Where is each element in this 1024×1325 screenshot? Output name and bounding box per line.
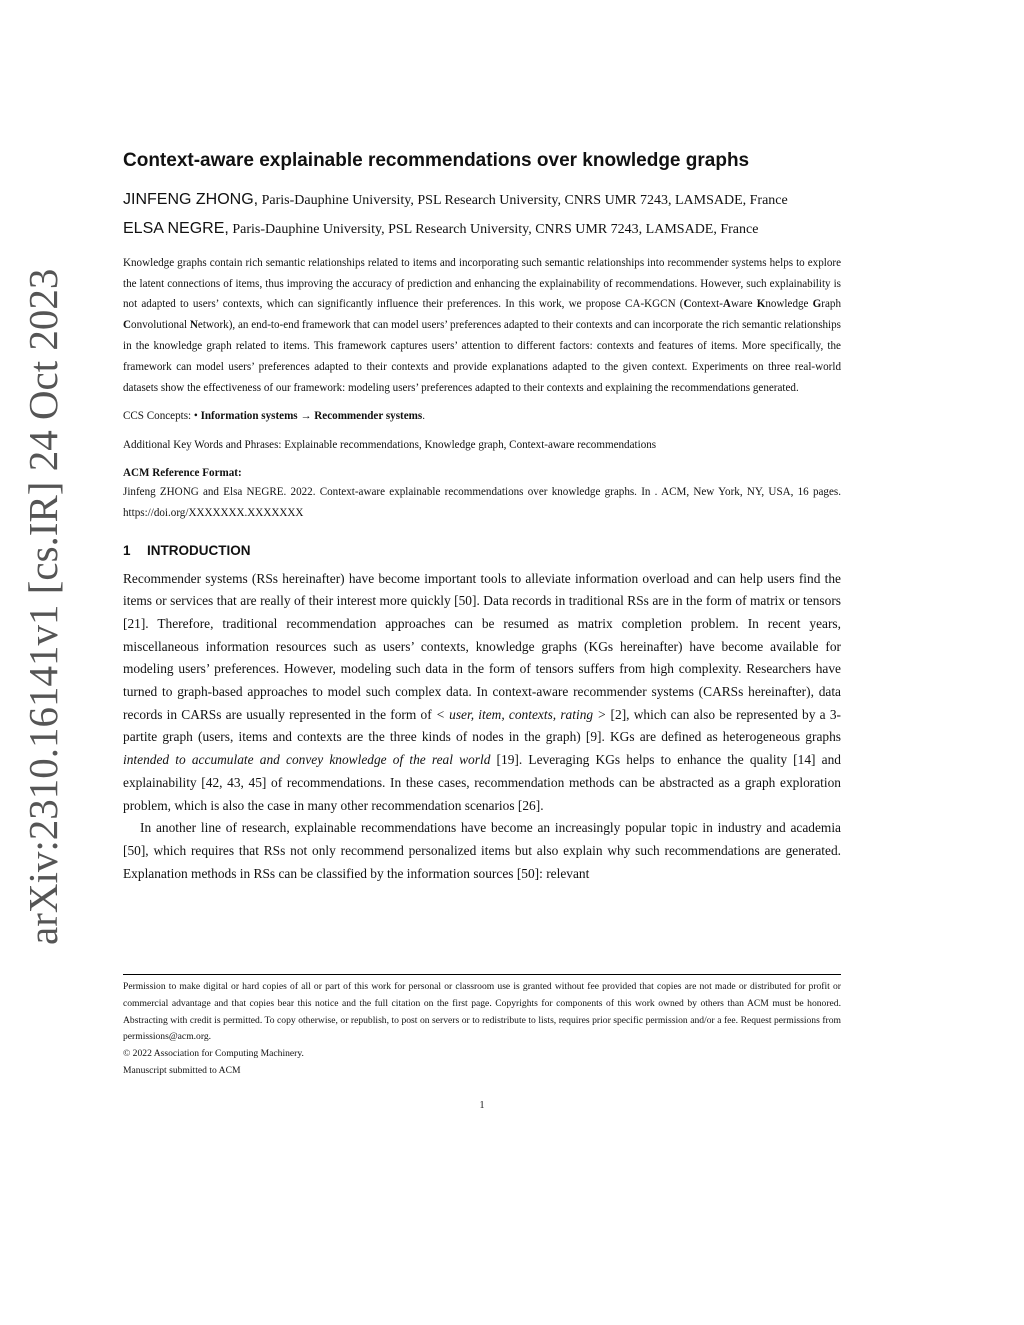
paragraph-text: [2], which can also be represented by a 3-partite graph (users, items and contexts are the three kinds of nodes in the graph) [9]. KGs are defined as heterogeneous graphs [123,706,841,745]
permission-footnote: Permission to make digital or hard copies of all or part of this work for personal or classroom use is granted without fee provided that copies are not made or distributed for profit or commercial advantage and that copies bear this notice and the full citation on the first page. Copyrights for components of this work owned by others than ACM must be honored. Abstracting with credit is permitted. To copy otherwise, or republish, to post on servers or to redistribute to lists, requires prior specific permission and/or a fee. Request permissions from permissions@acm.org. [123,981,841,1043]
ccs-bullet: • [193,410,201,423]
abstract-text: Knowledge graphs contain rich semantic relationships related to items and incorporating such semantic relationships into recommender systems helps to explore the latent connections of items, thus improving the accuracy of prediction and enhancing the explainability of recommendations. However, such explainability is not adapted to users’ contexts, which can significantly influence their preferences. In this work, we propose CA-KGCN ( [123,256,841,311]
abstract [123,253,841,399]
abstract-text: ), an end-to-end framework that can model users’ preferences adapted to their contexts and can incorporate the rich semantic relationships in the knowledge graph related to items. This framework captures users’ attention to different factors: contexts and features of items. More specifically, the framework can model users’ preferences adapted to their contexts and provide explanations adapted to the given context. Experiments on three real-world datasets show the effectiveness of our framework: modeling users’ preferences adapted to their contexts and explaining the recommendations generated. [123,319,842,394]
ccs-subconcept: Recommender systems [314,410,423,423]
acronym-rest: raph [821,298,842,311]
author-line-2 [123,220,841,239]
page-number: 1 [479,1100,485,1111]
author-name: ELSA NEGRE, [123,219,229,237]
italic-quote: intended to accumulate and convey knowledge of the real world [123,752,491,768]
intro-paragraph-2: In another line of research, explainable recommendations have become an increasingly popular topic in industry and academia [50], which requires that RSs not only recommend personalized items but also explain why such recommendations are generated. Explanation methods in RSs can be classified by the information sources [50]: relevant [123,820,841,881]
author-name: JINFENG ZHONG, [123,190,259,208]
section-heading-introduction [123,542,841,560]
ccs-label: CCS Concepts: [123,410,194,423]
author-line-1 [123,191,841,210]
copyright-notice: © 2022 Association for Computing Machinery. [123,1048,304,1059]
section-title: INTRODUCTION [147,542,251,558]
keywords: Additional Key Words and Phrases: Explainable recommendations, Knowledge graph, Context-aware recommendations [123,439,657,452]
acronym-rest: onvolutional [131,319,190,332]
paper-title: Context-aware explainable recommendations over knowledge graphs [123,150,750,171]
author-affiliation: Paris-Dauphine University, PSL Research University, CNRS UMR 7243, LAMSADE, France [228,221,759,237]
footnote-divider [123,974,841,975]
acm-reference-text: Jinfeng ZHONG and Elsa NEGRE. 2022. Context-aware explainable recommendations over knowledge graphs. In . ACM, New York, NY, USA, 16 pages. https://doi.org/XXXXXXX.XXXXXXX [123,485,841,519]
acronym-letter: G [812,298,822,311]
ccs-concept: Information systems [200,410,298,423]
intro-paragraph-1 [123,568,841,818]
section-number: 1 [123,542,131,558]
arxiv-identifier-stamp: arXiv:2310.16141v1 [cs.IR] 24 Oct 2023 [20,268,66,945]
acronym-letter: C [683,298,692,311]
paragraph-text: Recommender systems (RSs hereinafter) have become important tools to alleviate information overload and can help users find the items or services that are really of their interest more quickly [50]. Data records in traditional RSs are in the form of matrix or tensors [21]. Therefore, traditional recommendation approaches can be resumed as matrix completion problem. In recent years, miscellaneous information resources such as users’ contexts, knowledge graphs (KGs hereinafter) have become available for modeling users’ preferences. However, modeling such data in the form of tensors suffers from high complexity. Researchers have turned to graph-based approaches to model such complex data. In context-aware recommender systems (CARSs hereinafter), data records in CARSs are usually represented in the form of [123,570,841,722]
manuscript-note: Manuscript submitted to ACM [123,1065,241,1076]
acronym-rest: etwork [197,319,229,332]
acronym-rest: nowledge [765,298,813,311]
arrow-icon: → [297,410,315,423]
acronym-letter: N [189,319,198,332]
paragraph-text: [19]. Leveraging KGs helps to enhance the quality [14] and explainability [42, 43, 45] of recommendations. In these cases, recommendation methods can be abstracted as a graph exploration problem, which is also the case in many other recommendation scenarios [26]. [123,752,841,813]
acronym-letter: K [756,298,766,311]
ccs-period: . [422,410,425,423]
acronym-rest: ontext- [691,298,723,311]
paper-first-page [123,150,841,885]
math-tuple: < user, item, contexts, rating > [435,706,607,722]
author-affiliation: Paris-Dauphine University, PSL Research University, CNRS UMR 7243, LAMSADE, France [258,192,788,208]
acronym-letter: A [722,298,731,311]
acm-reference-heading: ACM Reference Format: [123,466,242,479]
acronym-letter: C [123,319,132,332]
acronym-rest: ware [730,298,757,311]
ccs-concepts [123,406,841,427]
